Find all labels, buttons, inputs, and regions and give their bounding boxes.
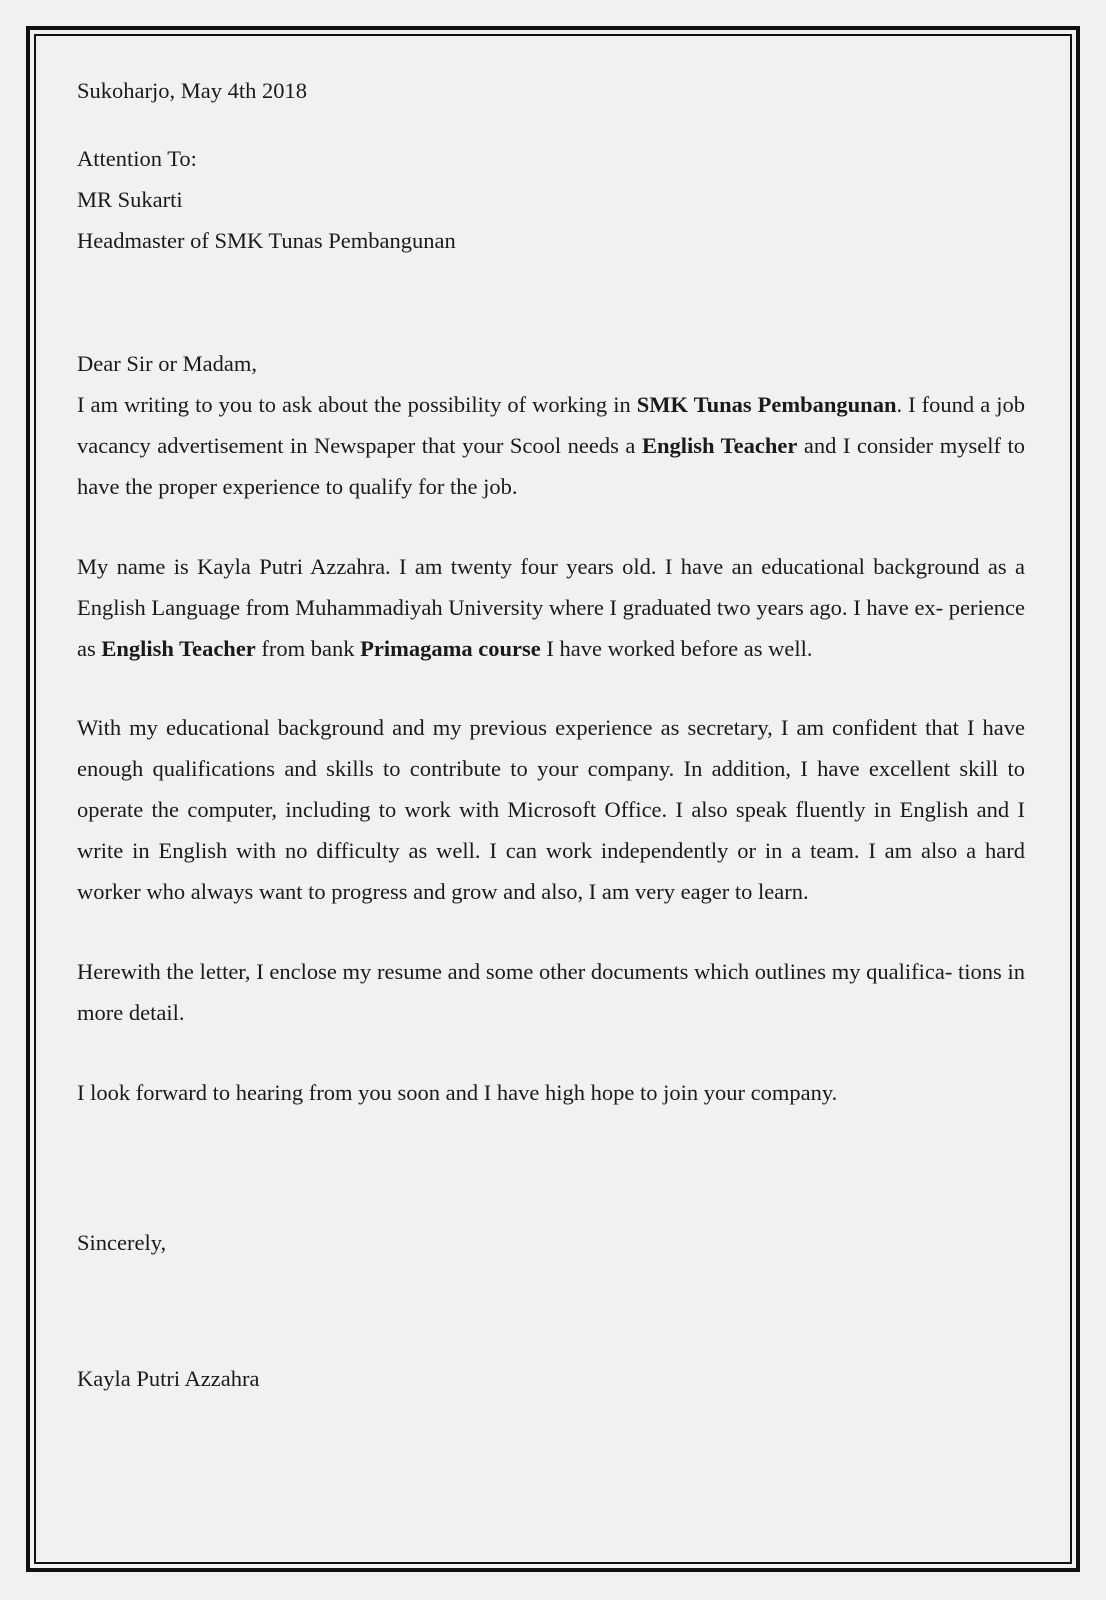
- text-run: My name is Kayla Putri Azzahra. I am twenty four years old. I have an educational background as a English Language from Muhammadiyah University where I graduated two years ago. I have ex- perience as: [77, 554, 1025, 661]
- closing: Sincerely,: [77, 1230, 167, 1255]
- employer-bold: Primagama course: [360, 636, 541, 661]
- experience-role-bold: English Teacher: [101, 636, 256, 661]
- recipient-name: MR Sukarti: [77, 187, 183, 212]
- paragraph-background: [77, 546, 1025, 669]
- recipient-title: Headmaster of SMK Tunas Pembangunan: [77, 228, 456, 253]
- paragraph-enclosure: Herewith the letter, I enclose my resume and some other documents which outlines my qualifica- tions in more detail.: [77, 959, 1025, 1025]
- paragraph-qualifications: With my educational background and my previous experience as secretary, I am confident that I have enough qualifications and skills to contribute to your company. In addition, I have excellent skill to operate the computer, including to work with Microsoft Office. I also speak fluently in English and I write in English with no difficulty as well. I can work independently or in a team. I am also a hard worker who always want to progress and grow and also, I am very eager to learn.: [77, 715, 1025, 904]
- text-run: I have worked before as well.: [540, 636, 813, 661]
- text-run: and I consider myself to have the proper experience to qualify for the job.: [77, 433, 1025, 499]
- text-run: . I found a job vacancy advertisement in Newspaper that your Scool needs a: [77, 392, 1025, 458]
- position-bold: English Teacher: [641, 433, 798, 458]
- paragraph-closing: I look forward to hearing from you soon and I have high hope to join your company.: [77, 1080, 838, 1105]
- text-run: from bank: [255, 636, 361, 661]
- letter-date: Sukoharjo, May 4th 2018: [77, 78, 307, 103]
- salutation: Dear Sir or Madam,: [77, 351, 257, 376]
- paragraph-intro: [77, 384, 1025, 507]
- text-run: I am writing to you to ask about the possibility of working in: [77, 392, 637, 417]
- signature-name: Kayla Putri Azzahra: [77, 1366, 260, 1391]
- attention-label: Attention To:: [77, 146, 197, 171]
- school-name-bold: SMK Tunas Pembangunan: [636, 392, 897, 417]
